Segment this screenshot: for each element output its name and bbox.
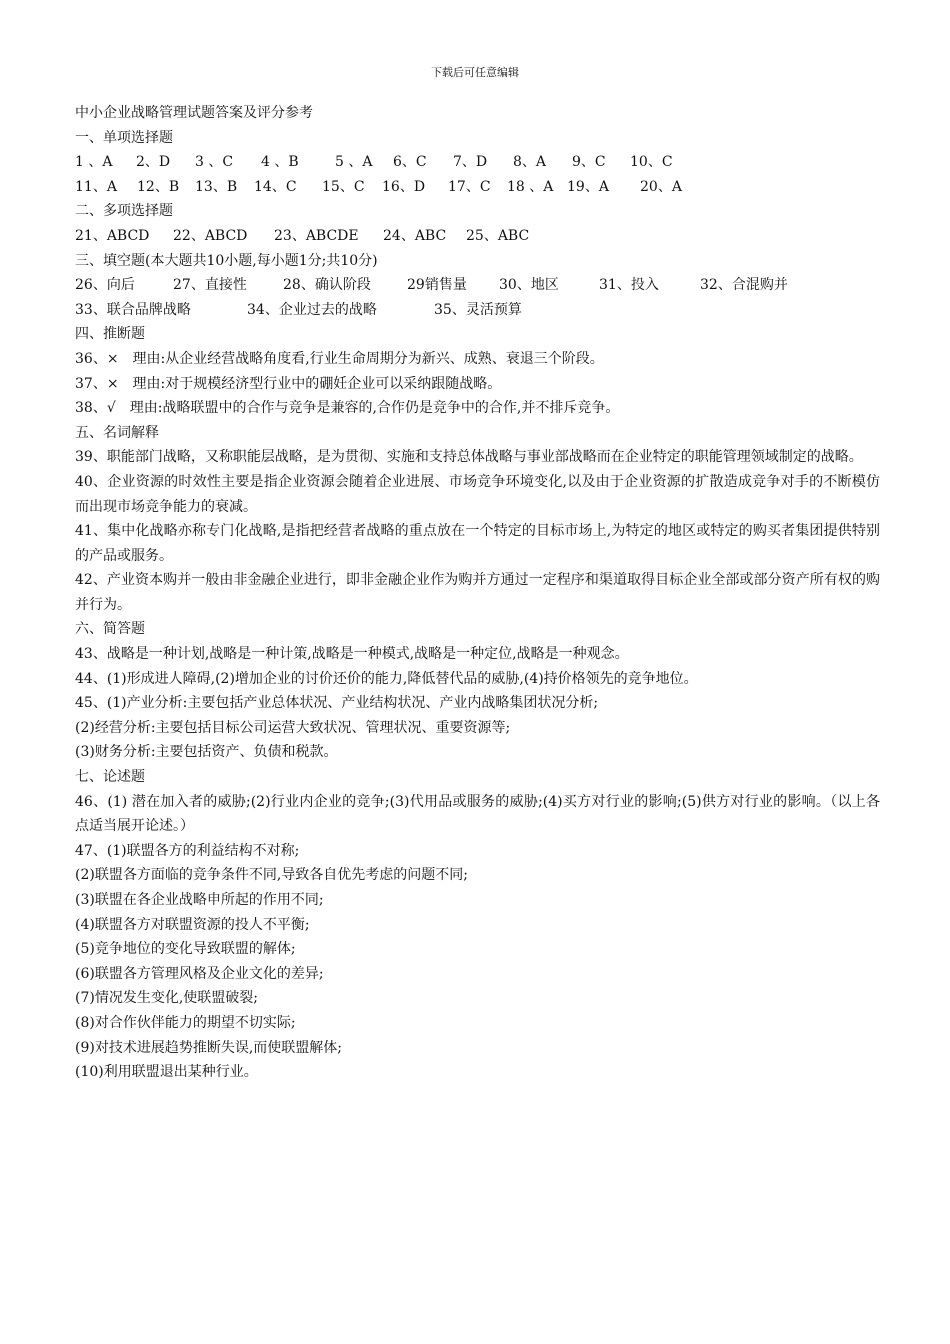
essay-item-47-line: (5)竞争地位的变化导致联盟的解体;: [75, 941, 296, 958]
answer-cell: 7、D: [453, 154, 488, 171]
essay-item-47-line: (8)对合作伙伴能力的期望不切实际;: [75, 1014, 296, 1031]
answer-row-33-35: [75, 298, 880, 323]
answer-cell: 19、A: [567, 178, 609, 195]
essay-item-47-line: (3)联盟在各企业战略申所起的作用不同;: [75, 892, 324, 908]
essay-item-47-line: (9)对技术进展趋势推断失误,而使联盟解体;: [75, 1039, 342, 1056]
answer-cell: 23、ABCDE: [274, 227, 359, 244]
essay-item-47-line: (10)利用联盟退出某种行业。: [75, 1064, 258, 1081]
answer-cell: 34、企业过去的战略: [247, 301, 377, 318]
answer-cell: 21、ABCD: [75, 227, 150, 244]
answer-cell: 27、直接性: [173, 277, 247, 294]
answer-cell: 35、灵活预算: [434, 301, 522, 318]
answer-cell: 26、向后: [75, 277, 135, 294]
judgement-item: 37、× 理由:对于规模经济型行业中的硼妊企业可以采纳跟随战略。: [75, 375, 502, 392]
answer-cell: 5 、A: [335, 154, 373, 171]
essay-item-47-line: (2)联盟各方面临的竞争条件不同,导致各自优先考虑的问题不同;: [75, 867, 468, 884]
answer-cell: 24、ABC: [383, 227, 447, 244]
answer-row-11-20: [75, 175, 880, 200]
answer-cell: 29销售量: [407, 277, 467, 294]
essay-item-47-line: (6)联盟各方管理风格及企业文化的差异;: [75, 965, 324, 982]
answer-cell: 3 、C: [195, 154, 234, 171]
definition-item: 41、集中化战略亦称专门化战略,是指把经营者战略的重点放在一个特定的目标市场上,为特定的地区或特定的购买者集团提供特别的产品或服务。: [75, 523, 880, 564]
answer-cell: 13、B: [195, 178, 238, 195]
answer-cell: 22、ABCD: [173, 227, 248, 244]
judgement-item: 38、√ 理由:战略联盟中的合作与竞争是兼容的,合作仍是竞争中的合作,并不排斥竞争。: [75, 400, 620, 417]
section-heading-single-choice: 一、单项选择题: [75, 129, 173, 146]
answer-cell: 32、合混购并: [700, 277, 788, 294]
answer-row-26-32: [75, 273, 880, 298]
answer-cell: 31、投入: [599, 277, 659, 294]
answer-cell: 4 、B: [261, 154, 299, 171]
answer-cell: 6、C: [393, 154, 427, 171]
answer-cell: 17、C: [448, 178, 491, 195]
answer-cell: 33、联合品牌战略: [75, 301, 191, 318]
section-heading-multiple-choice: 二、多项选择题: [75, 203, 173, 220]
answer-cell: 1 、A: [75, 154, 113, 171]
judgement-item: 36、× 理由:从企业经营战略角度看,行业生命周期分为新兴、成熟、衰退三个阶段。: [75, 350, 604, 367]
answer-cell: 8、A: [513, 154, 547, 171]
short-answer-item: 43、战略是一种计划,战略是一种计策,战略是一种模式,战略是一种定位,战略是一种观念。: [75, 646, 629, 663]
short-answer-item: (2)经营分析:主要包括目标公司运营大致状况、管理状况、重要资源等;: [75, 719, 511, 736]
answer-cell: 9、C: [572, 154, 606, 171]
answer-cell: 12、B: [137, 178, 180, 195]
short-answer-item: (3)财务分析:主要包括资产、负债和税款。: [75, 744, 338, 761]
essay-item-47-line: (7)情况发生变化,使联盟破裂;: [75, 990, 258, 1007]
definition-item: 42、产业资本购并一般由非金融企业进行，即非金融企业作为购并方通过一定程序和渠道取得目标企业全部或部分资产所有权的购并行为。: [75, 572, 880, 613]
definition-item: 40、企业资源的时效性主要是指企业资源会随着企业进展、市场竞争环境变化,以及由于企业资源的扩散造成竞争对手的不断模仿而出现市场竞争能力的衰减。: [75, 473, 880, 515]
section-heading-fill-in: 三、填空题(本大题共10小题,每小题1分;共10分): [75, 252, 378, 269]
document-title: 中小企业战略管理试题答案及评分参考: [75, 105, 313, 121]
answer-cell: 2、D: [136, 154, 171, 171]
answer-row-21-25: [75, 224, 880, 249]
definition-item: 39、职能部门战略，又称职能层战略，是为贯彻、实施和支持总体战略与事业部战略而在企业特定的职能管理领域制定的战略。: [75, 449, 863, 466]
section-heading-short-answer: 六、简答题: [75, 621, 145, 638]
section-heading-judgement: 四、推断题: [75, 326, 145, 343]
page-header: 下载后可任意编辑: [431, 66, 519, 79]
answer-cell: 10、C: [630, 154, 673, 171]
answer-cell: 20、A: [640, 178, 682, 195]
answer-cell: 15、C: [322, 178, 365, 195]
short-answer-item: 44、(1)形成进人障碍,(2)增加企业的讨价还价的能力,降低替代品的威胁,(4)持价格领先的竞争地位。: [75, 670, 698, 687]
essay-item-47-line: 47、(1)联盟各方的利益结构不对称;: [75, 842, 300, 859]
document-body: [75, 101, 880, 1085]
answer-cell: 18 、A: [507, 178, 554, 195]
answer-cell: 30、地区: [499, 277, 559, 294]
answer-row-1-10: [75, 150, 880, 175]
answer-cell: 16、D: [382, 178, 426, 195]
answer-cell: 25、ABC: [466, 227, 530, 244]
answer-cell: 28、确认阶段: [283, 277, 371, 294]
essay-item-47-line: (4)联盟各方对联盟资源的投人不平衡;: [75, 916, 310, 933]
answer-cell: 11、A: [75, 178, 117, 195]
section-heading-essay: 七、论述题: [75, 769, 145, 786]
short-answer-item: 45、(1)产业分析:主要包括产业总体状况、产业结构状况、产业内战略集团状况分析;: [75, 695, 599, 712]
essay-item-46: 46、(1) 潜在加入者的威胁;(2)行业内企业的竞争;(3)代用品或服务的威胁;(4)买方对行业的影响;(5)供方对行业的影响。（以上各点适当展开论述。）: [75, 793, 880, 835]
section-heading-term-definitions: 五、名词解释: [75, 424, 159, 441]
answer-cell: 14、C: [254, 178, 297, 195]
